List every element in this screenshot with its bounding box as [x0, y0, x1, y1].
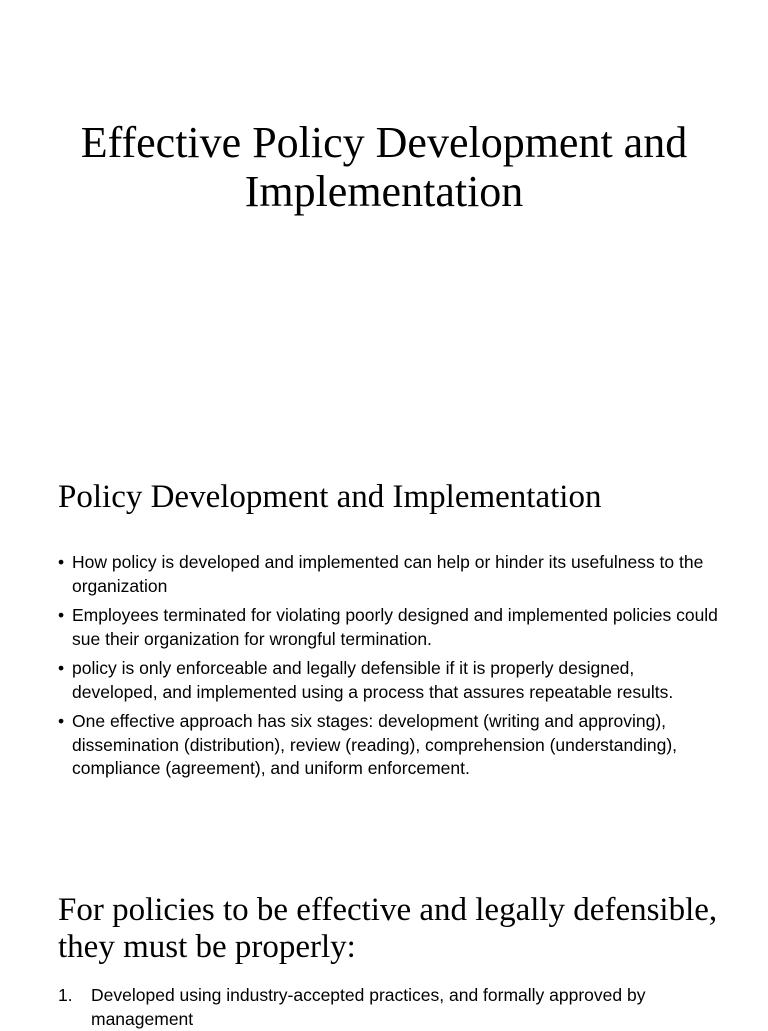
bullet-text: One effective approach has six stages: development (writing and approving), dissemination (distribution), review (reading), comprehension (understanding), compliance (agreement), and uniform enforcement. — [72, 711, 678, 778]
slide-title — [0, 0, 768, 432]
slide-heading: Policy Development and Implementation — [58, 479, 602, 515]
bullet-dot: • — [58, 658, 65, 678]
bullet-text: policy is only enforceable and legally defensible if it is properly designed, developed, and implemented using a process that assures repeatable results. — [72, 658, 674, 702]
bullet-text: Employees terminated for violating poorly designed and implemented policies could sue their organization for wrongful termination. — [72, 605, 718, 649]
bullet-item — [58, 551, 718, 598]
bullet-dot: • — [58, 711, 65, 731]
item-text: Developed using industry-accepted practices, and formally approved by management — [91, 985, 646, 1029]
bullet-list — [58, 551, 718, 787]
item-number: 1. — [58, 985, 73, 1005]
bullet-dot: • — [58, 552, 65, 572]
bullet-item — [58, 710, 718, 781]
slide-effective-policies — [0, 864, 768, 1029]
bullet-text: How policy is developed and implemented can help or hinder its usefulness to the organization — [72, 552, 704, 596]
bullet-item — [58, 604, 718, 651]
slide-heading: For policies to be effective and legally defensible, they must be properly: — [58, 892, 718, 965]
bullet-item — [58, 657, 718, 704]
slide-policy-development — [0, 432, 768, 864]
slide-title-heading: Effective Policy Development and Implementation — [80, 118, 688, 216]
bullet-dot: • — [58, 605, 65, 625]
